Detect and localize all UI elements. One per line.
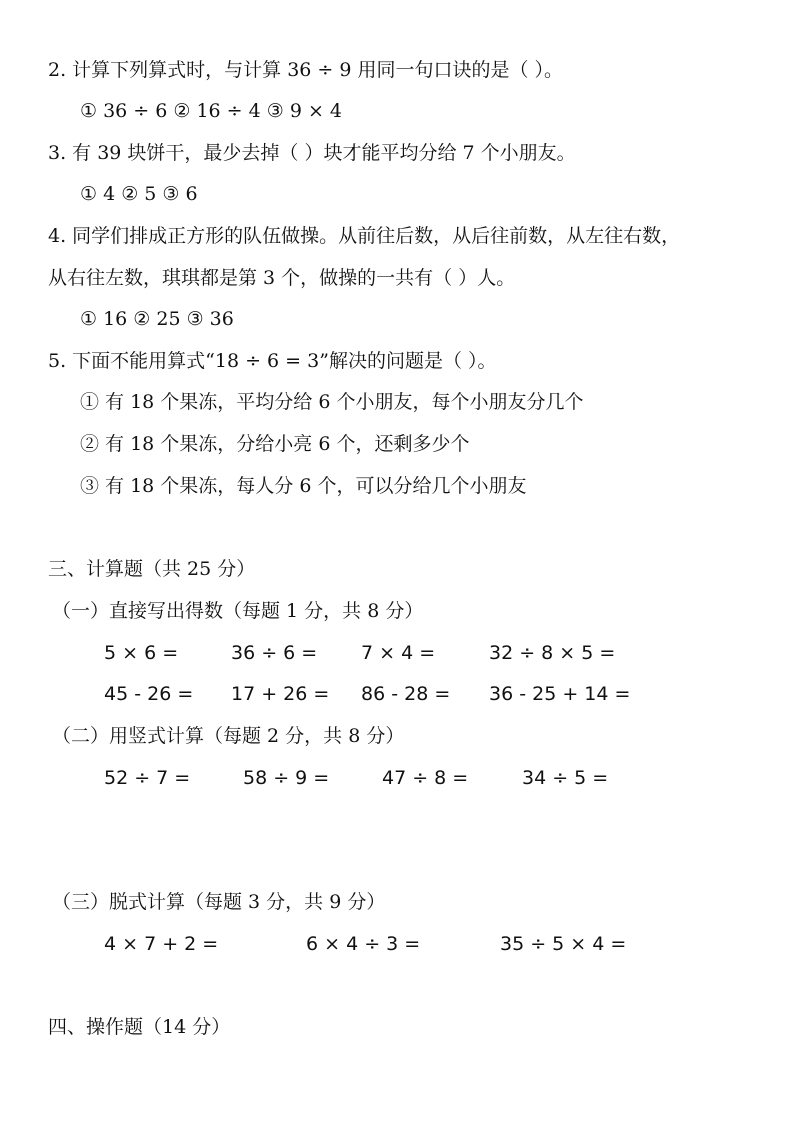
direct-calc-5: 45 - 26 = [104, 683, 194, 705]
direct-calc-8: 36 - 25 + 14 = [489, 683, 631, 705]
question-3-stem: 3. 有 39 块饼干，最少去掉（ ）块才能平均分给 7 个小朋友。 [48, 142, 576, 164]
section-4-title: 四、操作题（14 分） [48, 1016, 231, 1038]
direct-calc-3: 7 × 4 = [361, 642, 436, 664]
question-2-stem: 2. 计算下列算式时，与计算 36 ÷ 9 用同一句口诀的是（ ）。 [48, 59, 564, 81]
direct-calc-6: 17 + 26 = [231, 683, 330, 705]
direct-calc-4: 32 ÷ 8 × 5 = [489, 642, 616, 664]
question-4-stem-line1: 4. 同学们排成正方形的队伍做操。从前往后数，从后往前数，从左往右数， [48, 225, 681, 247]
question-4-options: ① 16 ② 25 ③ 36 [80, 308, 234, 330]
stepwise-calc-3: 35 ÷ 5 × 4 = [500, 933, 627, 955]
direct-calc-row-1 [0, 639, 794, 667]
section-3-title: 三、计算题（共 25 分） [48, 558, 256, 580]
direct-calc-2: 36 ÷ 6 = [231, 642, 318, 664]
question-5-option-3: ③ 有 18 个果冻，每人分 6 个，可以分给几个小朋友 [80, 475, 527, 497]
question-2-options: ① 36 ÷ 6 ② 16 ÷ 4 ③ 9 × 4 [80, 100, 343, 122]
direct-calc-7: 86 - 28 = [361, 683, 451, 705]
stepwise-calc-row [0, 930, 794, 958]
direct-calc-1: 5 × 6 = [104, 642, 179, 664]
vertical-calc-2: 58 ÷ 9 = [243, 767, 330, 789]
vertical-calc-1: 52 ÷ 7 = [104, 767, 191, 789]
section-3-part-2-title: （二）用竖式计算（每题 2 分，共 8 分） [52, 725, 405, 747]
stepwise-calc-2: 6 × 4 ÷ 3 = [306, 933, 421, 955]
question-3-options: ① 4 ② 5 ③ 6 [80, 183, 198, 205]
stepwise-calc-1: 4 × 7 + 2 = [104, 933, 219, 955]
vertical-calc-row [0, 764, 794, 792]
question-5-stem: 5. 下面不能用算式“18 ÷ 6 = 3”解决的问题是（ ）。 [48, 350, 497, 372]
vertical-calc-4: 34 ÷ 5 = [522, 767, 609, 789]
question-5-option-1: ① 有 18 个果冻，平均分给 6 个小朋友，每个小朋友分几个 [80, 391, 584, 413]
direct-calc-row-2 [0, 680, 794, 708]
section-3-part-3-title: （三）脱式计算（每题 3 分，共 9 分） [52, 891, 386, 913]
vertical-calc-3: 47 ÷ 8 = [382, 767, 469, 789]
question-4-stem-line2: 从右往左数，琪琪都是第 3 个，做操的一共有（ ）人。 [48, 267, 516, 289]
question-5-option-2: ② 有 18 个果冻，分给小亮 6 个，还剩多少个 [80, 433, 470, 455]
section-3-part-1-title: （一）直接写出得数（每题 1 分，共 8 分） [52, 600, 424, 622]
